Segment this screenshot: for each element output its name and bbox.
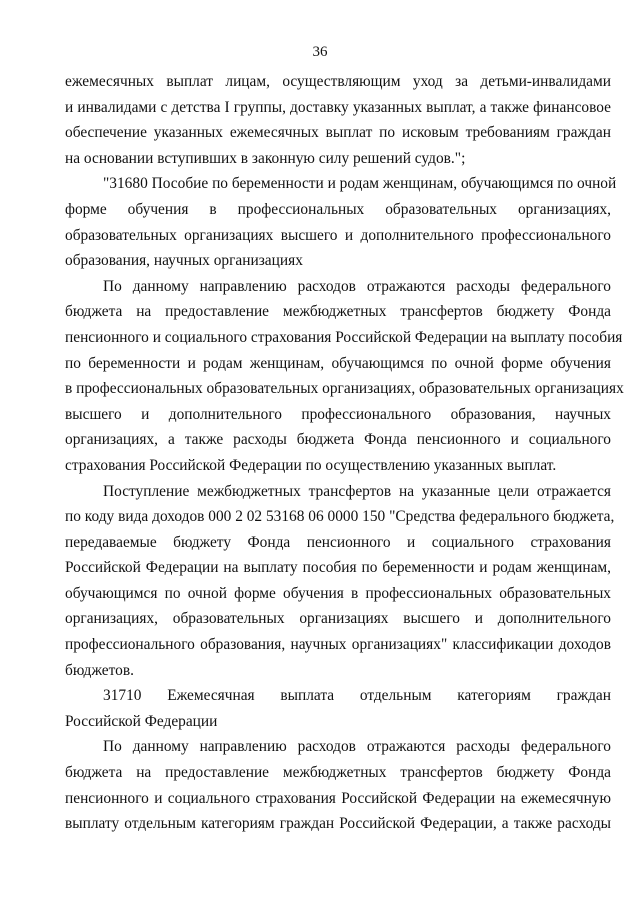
- text-line: и инвалидами с детства I группы, доставку указанных выплат, а также финансовое: [65, 98, 611, 116]
- text-line: ежемесячных выплат лицам, осуществляющим уход за детьми-инвалидами: [65, 73, 611, 90]
- text-line: обучающимся по очной форме обучения в профессиональных образовательных: [65, 584, 611, 602]
- text-line: в профессиональных образовательных организациях, образовательных организациях: [65, 380, 624, 398]
- text-line: высшего и дополнительного профессионального образования, научных: [65, 405, 611, 423]
- text-line: обеспечение указанных ежемесячных выплат по исковым требованиям граждан: [65, 124, 611, 142]
- text-line: организациях, образовательных организациях высшего и дополнительного: [65, 610, 611, 628]
- text-line: передаваемые бюджету Фонда пенсионного и социального страхования: [65, 533, 611, 551]
- text-line: Поступление межбюджетных трансфертов на указанные цели отражается: [103, 482, 611, 500]
- text-line: бюджета на предоставление межбюджетных трансфертов бюджету Фонда: [65, 764, 611, 782]
- paragraph-3: [65, 274, 624, 479]
- text-line: бюджета на предоставление межбюджетных трансфертов бюджету Фонда: [65, 303, 611, 321]
- text-line: по беременности и родам женщинам, обучающимся по очной форме обучения: [65, 354, 611, 372]
- paragraph-6: [65, 734, 611, 836]
- text-line: пенсионного и социального страхования Российской Федерации на выплату пособия: [65, 328, 623, 346]
- text-line: на основании вступивших в законную силу решений судов.";: [65, 149, 466, 167]
- text-line: форме обучения в профессиональных образовательных организациях,: [65, 200, 611, 218]
- page-number: 36: [312, 44, 328, 60]
- text-line: 31710 Ежемесячная выплата отдельным категориям граждан: [103, 687, 611, 705]
- text-line: по коду вида доходов 000 2 02 53168 06 0000 150 "Средства федерального бюджета,: [65, 508, 615, 526]
- text-line: профессионального образования, научных организациях" классификации доходов: [65, 636, 611, 654]
- paragraph-2-heading: [65, 171, 617, 273]
- text-line: По данному направлению расходов отражаются расходы федерального: [103, 738, 611, 756]
- text-line: бюджетов.: [65, 661, 134, 679]
- text-line: "31680 Пособие по беременности и родам женщинам, обучающимся по очной: [103, 175, 617, 193]
- text-line: страхования Российской Федерации по осуществлению указанных выплат.: [65, 456, 557, 474]
- text-line: образовательных организациях высшего и дополнительного профессионального: [65, 226, 611, 244]
- paragraph-4: [65, 479, 615, 684]
- text-line: пенсионного и социального страхования Российской Федерации на ежемесячную: [65, 789, 611, 807]
- text-line: Российской Федерации: [65, 712, 218, 730]
- paragraph-5-heading: [65, 683, 611, 734]
- text-line: организациях, а также расходы бюджета Фонда пенсионного и социального: [65, 431, 611, 449]
- text-line: По данному направлению расходов отражаются расходы федерального: [103, 277, 611, 295]
- text-line: Российской Федерации на выплату пособия по беременности и родам женщинам,: [65, 559, 611, 577]
- text-line: образования, научных организациях: [65, 252, 303, 270]
- paragraph-1: [65, 69, 611, 171]
- text-line: выплату отдельным категориям граждан Российской Федерации, а также расходы: [65, 815, 611, 833]
- body-text: [65, 69, 624, 837]
